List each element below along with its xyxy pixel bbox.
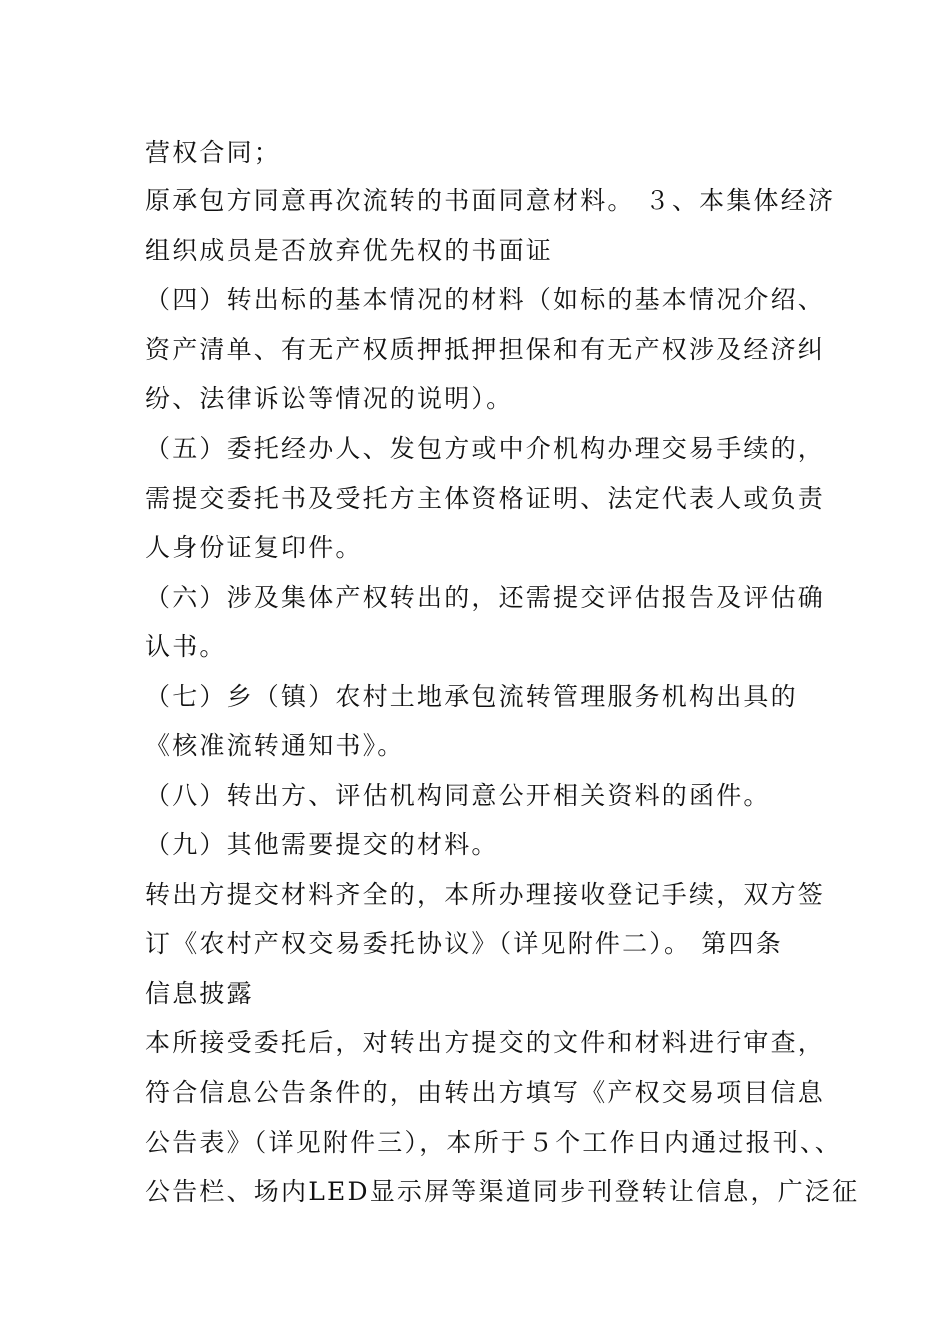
text-line: 订《农村产权交易委托协议》（详见附件二）。 第四条 <box>145 929 783 958</box>
text-line: （四）转出标的基本情况的材料（如标的基本情况介绍、 <box>145 285 826 314</box>
text-line: 组织成员是否放弃优先权的书面证 <box>145 236 554 265</box>
text-line: （九）其他需要提交的材料。 <box>145 830 499 859</box>
text-line: 公告栏、场内LED显示屏等渠道同步刊登转让信息，广泛征 <box>145 1177 860 1206</box>
text-line: （八）转出方、评估机构同意公开相关资料的函件。 <box>145 781 771 810</box>
text-line: （五）委托经办人、发包方或中介机构办理交易手续的， <box>145 434 826 463</box>
text-line: 《核准流转通知书》。 <box>145 731 405 760</box>
text-line: 资产清单、有无产权质押抵押担保和有无产权涉及经济纠 <box>145 335 826 364</box>
text-line: （六）涉及集体产权转出的，还需提交评估报告及评估确 <box>145 583 826 612</box>
text-line: 转出方提交材料齐全的，本所办理接收登记手续，双方签 <box>145 880 826 909</box>
text-line: 符合信息公告条件的，由转出方填写《产权交易项目信息 <box>145 1078 826 1107</box>
text-line: 营权合同； <box>145 138 282 167</box>
text-line: 本所接受委托后，对转出方提交的文件和材料进行审查， <box>145 1028 826 1057</box>
text-line: 认书。 <box>145 632 227 661</box>
text-line: 信息披露 <box>145 979 254 1008</box>
text-line: 纷、法律诉讼等情况的说明）。 <box>145 384 514 413</box>
text-line: 需提交委托书及受托方主体资格证明、法定代表人或负责 <box>145 484 826 513</box>
text-line: 公告表》（详见附件三），本所于５个工作日内通过报刊、、 <box>145 1128 842 1157</box>
text-line: （七）乡（镇）农村土地承包流转管理服务机构出具的 <box>145 682 798 711</box>
text-line: 人身份证复印件。 <box>145 533 363 562</box>
text-line: 原承包方同意再次流转的书面同意材料。 ３、本集体经济 <box>145 186 836 215</box>
